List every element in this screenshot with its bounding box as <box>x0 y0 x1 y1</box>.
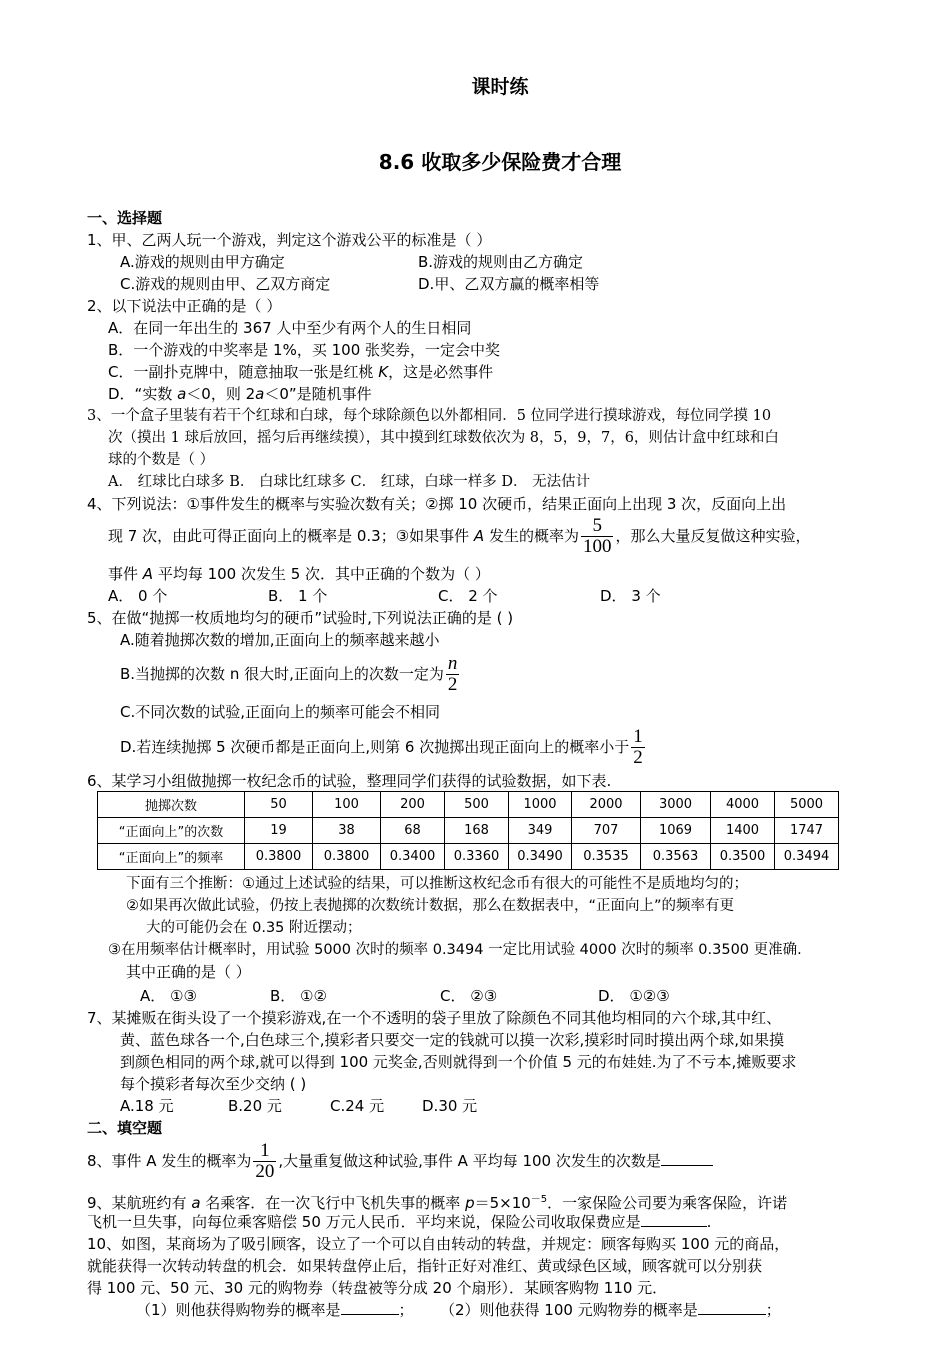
table-cell: 0.3360 <box>445 844 509 870</box>
q6-remark-5: 其中正确的是（ ） <box>126 963 251 981</box>
table-cell: 0.3535 <box>572 844 641 870</box>
table-cell: 3000 <box>641 792 711 818</box>
q7-option-c: C.24 元 <box>330 1097 385 1115</box>
q4-option-a: A． 0 个 <box>108 587 168 605</box>
q5-option-a: A.随着抛掷次数的增加,正面向上的频率越来越小 <box>120 631 440 649</box>
q2-stem: 2、以下说法中正确的是（ ） <box>87 297 282 315</box>
q1-option-a: A.游戏的规则由甲方确定 <box>120 253 285 271</box>
table-cell: 168 <box>445 818 509 844</box>
table-cell: 1000 <box>509 792 572 818</box>
q3-line3: 球的个数是（ ） <box>108 452 215 468</box>
q8-line: 8、事件 A 发生的概率为 $\frac{1}{20}$ ,大量重复做这种试验,事件 A 平均每 100 次发生的次数是 <box>87 1141 713 1182</box>
q4-line3: 事件 A 平均每 100 次发生 5 次．其中正确的个数为（ ） <box>108 565 490 583</box>
table-cell: 200 <box>381 792 445 818</box>
table-cell: 0.3800 <box>245 844 313 870</box>
table-cell: 0.3400 <box>381 844 445 870</box>
q2-option-d: D．“实数 a＜0，则 2a＜0”是随机事件 <box>108 385 372 403</box>
table-cell: 1747 <box>775 818 839 844</box>
q1-option-c: C.游戏的规则由甲、乙双方商定 <box>120 275 331 293</box>
q7-line3: 到颜色相同的两个球,就可以得到 100 元奖金,否则就得到一个价值 5 元的布娃娃.为了不亏本,摊贩要求 <box>120 1053 797 1071</box>
table-cell: 0.3563 <box>641 844 711 870</box>
q1-option-d: D.甲、乙双方赢的概率相等 <box>418 275 600 293</box>
q10-part2: （2）则他获得 100 元购物券的概率是 ； <box>440 1301 781 1319</box>
table-cell: 500 <box>445 792 509 818</box>
q6-remark-1: 下面有三个推断：①通过上述试验的结果，可以推断这枚纪念币有很大的可能性不是质地均匀的； <box>126 876 748 892</box>
table-cell: 38 <box>313 818 381 844</box>
table-cell: 0.3800 <box>313 844 381 870</box>
table-cell: 68 <box>381 818 445 844</box>
q3-options: A． 红球比白球多 B． 白球比红球多 C． 红球，白球一样多 D． 无法估计 <box>108 474 591 490</box>
q3-line1: 3、一个盒子里装有若干个红球和白球，每个球除颜色以外都相同．5 位同学进行摸球游戏，每位同学摸 10 <box>87 408 772 424</box>
q6-option-d: D． ①②③ <box>598 987 670 1005</box>
table-cell: “正面向上”的次数 <box>98 818 245 844</box>
q10-answer-blank-1[interactable] <box>341 1300 399 1315</box>
q5-option-c: C.不同次数的试验,正面向上的频率可能会不相同 <box>120 703 441 721</box>
table-cell: 1069 <box>641 818 711 844</box>
q7-option-b: B.20 元 <box>228 1097 282 1115</box>
table-row <box>98 818 839 844</box>
q10-line3: 得 100 元、50 元、30 元的购物券（转盘被等分成 20 个扇形）．某顾客购物 110 元． <box>87 1279 668 1297</box>
table-cell: 4000 <box>711 792 775 818</box>
section-choice: 一、选择题 <box>87 209 163 227</box>
q7-option-a: A.18 元 <box>120 1097 174 1115</box>
q9-answer-blank[interactable] <box>641 1212 707 1227</box>
q6-option-c: C． ②③ <box>440 987 498 1005</box>
table-cell: “正面向上”的频率 <box>98 844 245 870</box>
q4-option-c: C． 2 个 <box>438 587 498 605</box>
q7-line4: 每个摸彩者每次至少交纳 ( ) <box>120 1075 307 1093</box>
q9-line2: 飞机一旦失事，向每位乘客赔偿 50 万元人民币．平均来说，保险公司收取保费应是 . <box>87 1213 712 1231</box>
q5-stem: 5、在做“抛掷一枚质地均匀的硬币”试验时,下列说法正确的是 ( ) <box>87 609 514 627</box>
q4-line2: 现 7 次，由此可得正面向上的概率是 0.3；③如果事件 A 发生的概率为 $\frac{5}{100}$ ，那么大量反复做这种实验， <box>108 515 811 557</box>
q7-option-d: D.30 元 <box>422 1097 478 1115</box>
section-fill: 二、填空题 <box>87 1119 163 1137</box>
table-cell: 2000 <box>572 792 641 818</box>
q6-option-a: A． ①③ <box>140 987 197 1005</box>
q5-option-b: B.当抛掷的次数 n 很大时,正面向上的次数一定为 $\frac{n}{2}$ <box>120 653 458 695</box>
table-cell: 5000 <box>775 792 839 818</box>
lesson-title: 8.6 收取多少保险费才合理 <box>378 150 622 174</box>
q3-line2: 次（摸出 1 球后放回，摇匀后再继续摸），其中摸到红球数依次为 8，5，9，7，6，则估计盒中红球和白 <box>108 430 779 446</box>
q6-data-table <box>97 791 839 870</box>
table-cell: 349 <box>509 818 572 844</box>
table-cell: 抛掷次数 <box>98 792 245 818</box>
q1-stem: 1、甲、乙两人玩一个游戏，判定这个游戏公平的标准是（ ） <box>87 231 492 249</box>
table-cell: 0.3500 <box>711 844 775 870</box>
q10-line2: 就能获得一次转动转盘的机会．如果转盘停止后，指针正好对准红、黄或绿色区域，顾客就可以分别获 <box>87 1257 763 1275</box>
table-row <box>98 792 839 818</box>
q10-line1: 10、如图，某商场为了吸引顾客，设立了一个可以自由转动的转盘，并规定：顾客每购买 100 元的商品， <box>87 1235 790 1253</box>
header-label: 课时练 <box>471 76 529 98</box>
table-cell: 19 <box>245 818 313 844</box>
q6-remark-2: ②如果再次做此试验，仍按上表抛掷的次数统计数据，那么在数据表中，“正面向上”的频率有更 <box>126 898 735 914</box>
q4-fraction: $\frac{5}{100}$ <box>582 515 612 557</box>
table-cell: 0.3494 <box>775 844 839 870</box>
q5-option-d: D.若连续抛掷 5 次硬币都是正面向上,则第 6 次抛掷出现正面向上的概率小于 $\frac{1}{2}$ <box>120 726 643 768</box>
q2-option-b: B．一个游戏的中奖率是 1%，买 100 张奖券，一定会中奖 <box>108 341 501 359</box>
table-cell: 707 <box>572 818 641 844</box>
q4-option-d: D． 3 个 <box>600 587 661 605</box>
q6-remark-3: 大的可能仍会在 0.35 附近摆动； <box>146 920 362 936</box>
table-row <box>98 844 839 870</box>
q10-part1: （1）则他获得购物券的概率是 ； <box>136 1301 414 1319</box>
q1-option-b: B.游戏的规则由乙方确定 <box>418 253 584 271</box>
table-cell: 50 <box>245 792 313 818</box>
table-cell: 100 <box>313 792 381 818</box>
q6-stem: 6、某学习小组做抛掷一枚纪念币的试验，整理同学们获得的试验数据，如下表. <box>87 772 612 790</box>
q10-answer-blank-2[interactable] <box>698 1300 766 1315</box>
q9-line1: 9、某航班约有 a 名乘客．在一次飞行中飞机失事的概率 $p=5\times 10^{-5}$．一家保险公司要为乘客保险，许诺 <box>87 1194 788 1212</box>
q8-answer-blank[interactable] <box>661 1151 713 1166</box>
q6-remark-4: ③在用频率估计概率时，用试验 5000 次时的频率 0.3494 一定比用试验 4000 次时的频率 0.3500 更准确. <box>108 942 802 958</box>
table-cell: 1400 <box>711 818 775 844</box>
q2-option-c: C．一副扑克牌中，随意抽取一张是红桃 K，这是必然事件 <box>108 363 494 381</box>
q6-option-b: B． ①② <box>270 987 327 1005</box>
q7-line2: 黄、蓝色球各一个,白色球三个,摸彩者只要交一定的钱就可以摸一次彩,摸彩时同时摸出两个球,如果摸 <box>120 1031 785 1049</box>
q2-option-a: A．在同一年出生的 367 人中至少有两个人的生日相同 <box>108 319 472 337</box>
q7-line1: 7、某摊贩在街头设了一个摸彩游戏,在一个不透明的袋子里放了除颜色不同其他均相同的六个球,其中红、 <box>87 1009 782 1027</box>
q4-option-b: B． 1 个 <box>268 587 328 605</box>
q4-line1: 4、下列说法：①事件发生的概率与实验次数有关；②掷 10 次硬币，结果正面向上出现 3 次，反面向上出 <box>87 495 787 513</box>
table-cell: 0.3490 <box>509 844 572 870</box>
